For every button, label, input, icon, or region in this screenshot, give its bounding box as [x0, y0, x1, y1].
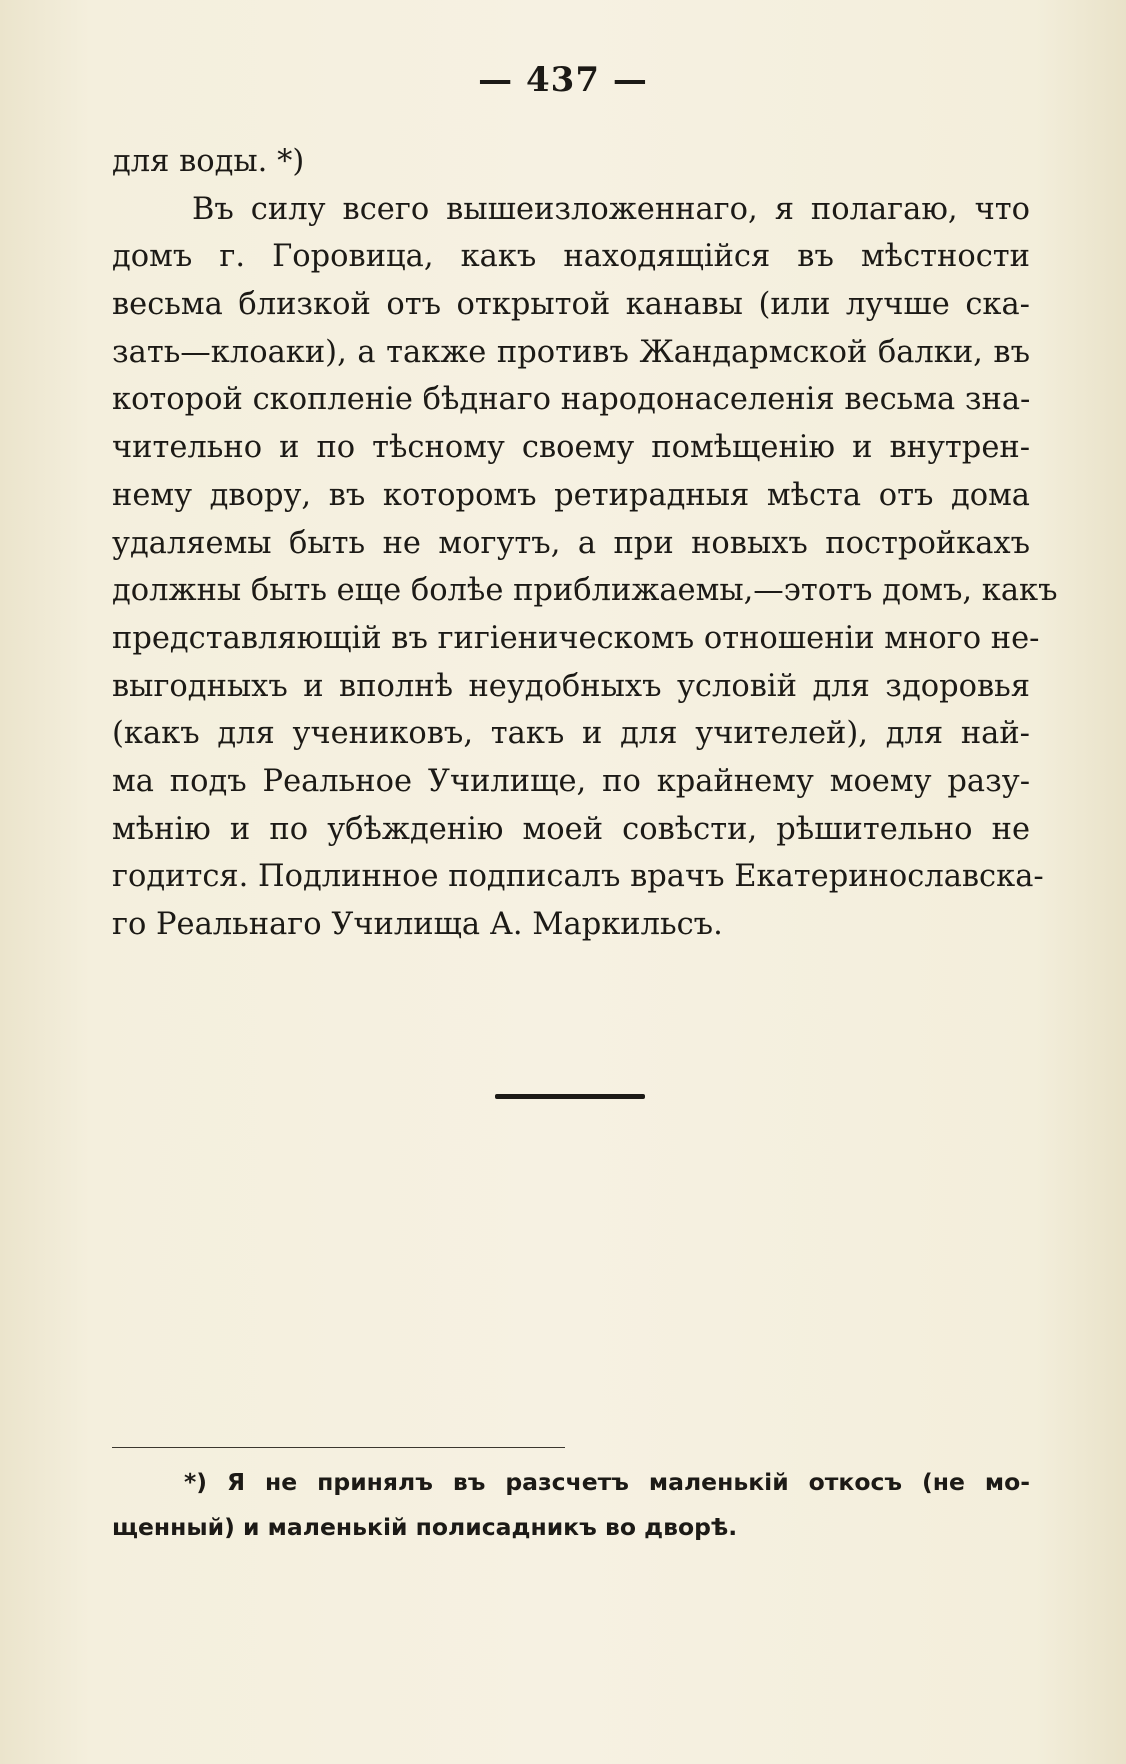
text-line: домъ г. Горовица, какъ находящійся въ мѣстности [112, 239, 1030, 275]
text-line: го Реальнаго Училища А. Маркильсъ. [112, 907, 723, 942]
section-divider [495, 1094, 645, 1099]
footnote-line: щенный) и маленькій полисадникъ во дворѣ. [112, 1513, 738, 1541]
text-line: удаляемы быть не могутъ, а при новыхъ постройкахъ [112, 525, 1030, 561]
text-line: представляющій въ гигіеническомъ отношеніи много не- [112, 620, 1040, 656]
text-line: выгодныхъ и вполнѣ неудобныхъ условій для здоровья [112, 668, 1030, 704]
footnote [112, 1460, 1030, 1550]
body-text [112, 138, 1058, 949]
text-line: Въ силу всего вышеизложеннаго, я полагаю, что [192, 191, 1030, 227]
text-line: должны быть еще болѣе приближаемы,—этотъ домъ, какъ [112, 573, 1058, 609]
text-line: зать—клоаки), а также противъ Жандармской балки, въ [112, 334, 1030, 370]
page-number: — 437 — [478, 60, 648, 100]
text-line: нему двору, въ которомъ ретирадныя мѣста отъ дома [112, 477, 1030, 513]
text-line: годится. Подлинное подписалъ врачъ Екатеринославска- [112, 859, 1044, 895]
text-line: весьма близкой отъ открытой канавы (или лучше ска- [112, 287, 1030, 323]
text-line: мѣнію и по убѣжденію моей совѣсти, рѣшительно не [112, 811, 1030, 847]
text-line: чительно и по тѣсному своему помѣщенію и внутрен- [112, 430, 1030, 466]
text-line: для воды. *) [112, 144, 305, 179]
text-line: ма подъ Реальное Училище, по крайнему моему разу- [112, 763, 1030, 799]
footnote-rule [112, 1447, 565, 1448]
footnote-line: *) Я не принялъ въ разсчетъ маленькій откосъ (не мо- [184, 1468, 1030, 1496]
text-line: (какъ для учениковъ, такъ и для учителей), для най- [112, 716, 1030, 752]
text-line: которой скопленіе бѣднаго народонаселенія весьма зна- [112, 382, 1031, 418]
